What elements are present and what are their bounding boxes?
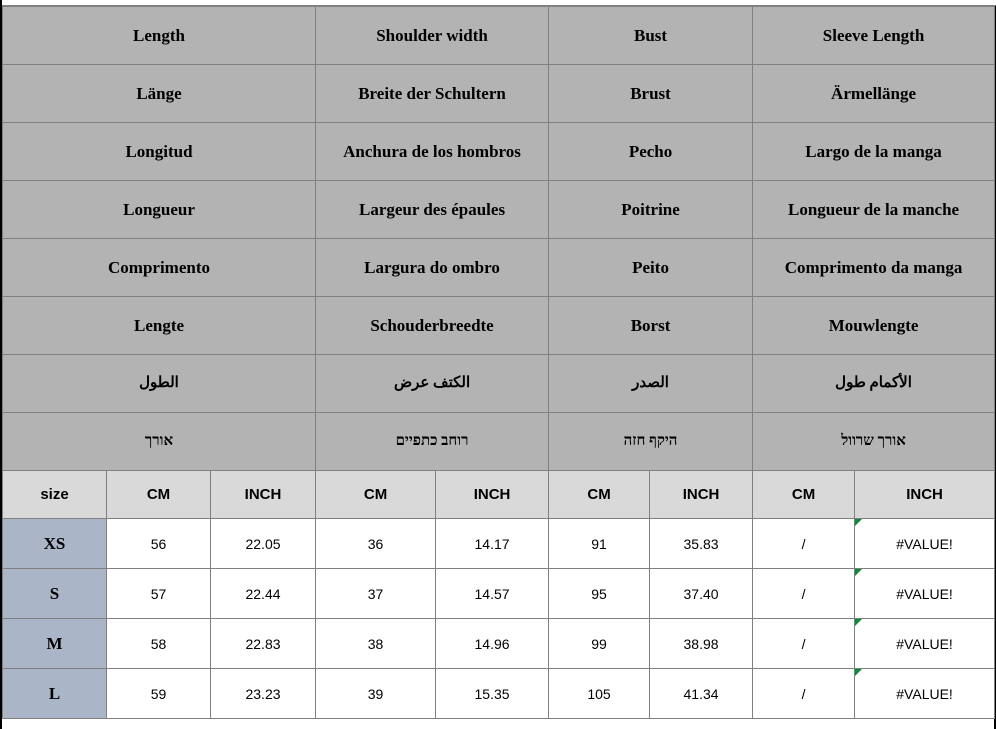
header-length-dutch: Lengte [3,297,316,355]
cell-shoulder-cm: 36 [316,519,436,569]
header-length-german: Länge [3,65,316,123]
cell-sleeve-inch-error [855,569,995,619]
header-shoulder-german: Breite der Schultern [316,65,549,123]
cell-size: S [3,569,107,619]
column-header-sleeve-inch: INCH [855,471,995,519]
header-shoulder-arabic: الكتف عرض [316,355,549,413]
table-row [3,519,995,569]
cell-size: M [3,619,107,669]
header-sleeve-hebrew: אורך שרוול [753,413,995,471]
header-bust-portuguese: Peito [549,239,753,297]
column-header-sleeve-cm: CM [753,471,855,519]
header-length-hebrew: אורך [3,413,316,471]
header-bust-hebrew: היקף חזה [549,413,753,471]
cell-sleeve-cm: / [753,619,855,669]
header-bust-dutch: Borst [549,297,753,355]
cell-bust-cm: 99 [549,619,650,669]
cell-sleeve-inch-value: #VALUE! [896,685,953,702]
cell-shoulder-inch: 14.96 [436,619,549,669]
header-length-french: Longueur [3,181,316,239]
cell-sleeve-inch-value: #VALUE! [896,535,953,552]
column-header-shoulder-inch: INCH [436,471,549,519]
cell-sleeve-inch-error [855,619,995,669]
cell-shoulder-inch: 14.17 [436,519,549,569]
header-bust-arabic: الصدر [549,355,753,413]
header-bust-french: Poitrine [549,181,753,239]
error-marker-icon [855,669,862,676]
cell-bust-inch: 38.98 [650,619,753,669]
cell-length-inch: 22.05 [211,519,316,569]
cell-bust-inch: 35.83 [650,519,753,569]
language-row-english [3,7,995,65]
cell-shoulder-inch: 14.57 [436,569,549,619]
header-shoulder-hebrew: רוחב כתפיים [316,413,549,471]
error-marker-icon [855,619,862,626]
cell-bust-inch: 37.40 [650,569,753,619]
cell-length-cm: 58 [107,619,211,669]
header-sleeve-english: Sleeve Length [753,7,995,65]
language-row-spanish [3,123,995,181]
column-header-bust-cm: CM [549,471,650,519]
cell-sleeve-inch-error [855,519,995,569]
cell-bust-cm: 95 [549,569,650,619]
header-bust-german: Brust [549,65,753,123]
header-sleeve-dutch: Mouwlengte [753,297,995,355]
cell-sleeve-inch-value: #VALUE! [896,585,953,602]
cell-sleeve-cm: / [753,519,855,569]
unit-header-row [3,471,995,519]
header-shoulder-portuguese: Largura do ombro [316,239,549,297]
error-marker-icon [855,569,862,576]
cell-shoulder-cm: 38 [316,619,436,669]
cell-shoulder-inch: 15.35 [436,669,549,719]
header-length-spanish: Longitud [3,123,316,181]
header-sleeve-arabic: الأكمام طول [753,355,995,413]
column-header-shoulder-cm: CM [316,471,436,519]
cell-length-cm: 57 [107,569,211,619]
header-sleeve-spanish: Largo de la manga [753,123,995,181]
header-length-english: Length [3,7,316,65]
cell-sleeve-cm: / [753,669,855,719]
language-row-portuguese [3,239,995,297]
language-row-german [3,65,995,123]
header-bust-english: Bust [549,7,753,65]
table-row [3,569,995,619]
cell-sleeve-inch-value: #VALUE! [896,635,953,652]
cell-length-cm: 56 [107,519,211,569]
cell-length-inch: 22.83 [211,619,316,669]
column-header-bust-inch: INCH [650,471,753,519]
cell-length-cm: 59 [107,669,211,719]
cell-length-inch: 23.23 [211,669,316,719]
error-marker-icon [855,519,862,526]
cell-shoulder-cm: 37 [316,569,436,619]
cell-length-inch: 22.44 [211,569,316,619]
header-sleeve-portuguese: Comprimento da manga [753,239,995,297]
column-header-size: size [3,471,107,519]
bottom-spacer-row [2,719,994,725]
cell-size: L [3,669,107,719]
header-length-portuguese: Comprimento [3,239,316,297]
header-sleeve-german: Ärmellänge [753,65,995,123]
cell-size: XS [3,519,107,569]
header-shoulder-dutch: Schouderbreedte [316,297,549,355]
cell-sleeve-inch-error [855,669,995,719]
header-bust-spanish: Pecho [549,123,753,181]
header-shoulder-english: Shoulder width [316,7,549,65]
header-length-arabic: الطول [3,355,316,413]
language-row-french [3,181,995,239]
column-header-length-cm: CM [107,471,211,519]
cell-sleeve-cm: / [753,569,855,619]
cell-shoulder-cm: 39 [316,669,436,719]
cell-bust-cm: 105 [549,669,650,719]
cell-bust-inch: 41.34 [650,669,753,719]
language-row-dutch [3,297,995,355]
header-shoulder-spanish: Anchura de los hombros [316,123,549,181]
table-row [3,669,995,719]
size-chart-table [2,6,995,719]
language-row-arabic [3,355,995,413]
column-header-length-inch: INCH [211,471,316,519]
language-row-hebrew [3,413,995,471]
header-shoulder-french: Largeur des épaules [316,181,549,239]
table-row [3,619,995,669]
header-sleeve-french: Longueur de la manche [753,181,995,239]
cell-bust-cm: 91 [549,519,650,569]
